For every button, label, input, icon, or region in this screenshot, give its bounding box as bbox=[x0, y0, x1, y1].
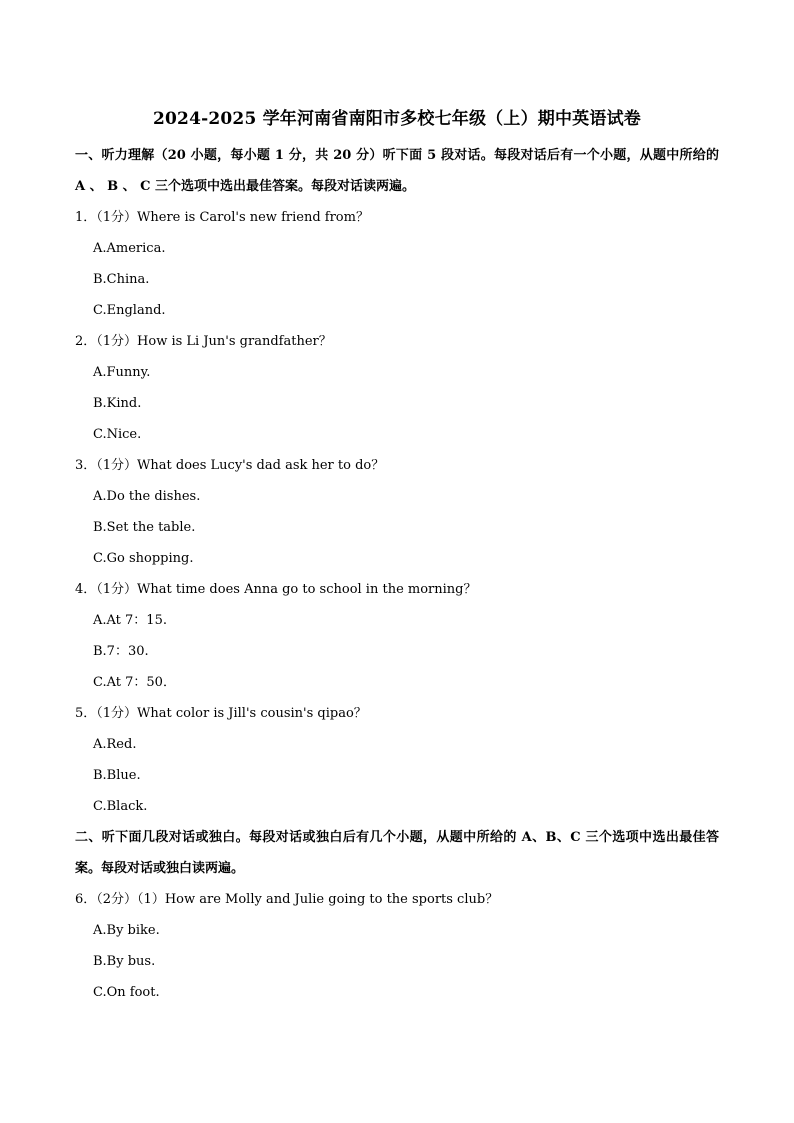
question-stem: 1．（1分）Where is Carol's new friend from？ bbox=[75, 210, 369, 225]
exam-title: 2024-2025 学年河南省南阳市多校七年级（上）期中英语试卷 bbox=[152, 109, 641, 129]
question-option: C.Nice. bbox=[93, 427, 142, 442]
question-option: C.On foot. bbox=[93, 985, 160, 1000]
question-block bbox=[75, 884, 719, 1008]
question-option: B.Kind. bbox=[93, 396, 142, 411]
question-option: A.Do the dishes. bbox=[93, 489, 201, 504]
question-option: A.By bike. bbox=[93, 923, 160, 938]
question-option: A.At 7：15. bbox=[93, 613, 167, 628]
question-option: A.Funny. bbox=[93, 365, 151, 380]
question-block bbox=[75, 450, 719, 574]
question-option: C.Black. bbox=[93, 799, 148, 814]
question-stem: 6．（2分）（1）How are Molly and Julie going to the sports club？ bbox=[75, 892, 499, 907]
question-option: B.By bus. bbox=[93, 954, 156, 969]
question-option: C.England. bbox=[93, 303, 166, 318]
question-block bbox=[75, 698, 719, 822]
question-stem: 3．（1分）What does Lucy's dad ask her to do？ bbox=[75, 458, 385, 473]
question-stem: 5．（1分）What color is Jill's cousin's qipao？ bbox=[75, 706, 367, 721]
question-option: C.At 7：50． bbox=[93, 675, 176, 690]
exam-content bbox=[75, 140, 719, 1008]
question-option: A.America. bbox=[93, 241, 166, 256]
question-option: B.Set the table. bbox=[93, 520, 196, 535]
section-heading-dialogues: 二、听下面几段对话或独白。每段对话或独白后有几个小题，从题中所给的 A、B、C 三个选项中选出最佳答案。每段对话或独白读两遍。 bbox=[75, 830, 719, 876]
question-option: C.Go shopping. bbox=[93, 551, 194, 566]
question-option: B.China. bbox=[93, 272, 150, 287]
question-option: B.Blue. bbox=[93, 768, 141, 783]
section-heading-listening: 一、听力理解（20 小题，每小题 1 分，共 20 分）听下面 5 段对话。每段对话后有一个小题，从题中所给的 A 、 B 、 C 三个选项中选出最佳答案。每段对话读两遍。 bbox=[75, 148, 719, 194]
question-block bbox=[75, 326, 719, 450]
question-block bbox=[75, 202, 719, 326]
question-block bbox=[75, 574, 719, 698]
question-option: B.7：30. bbox=[93, 644, 149, 659]
question-stem: 2．（1分）How is Li Jun's grandfather？ bbox=[75, 334, 332, 349]
question-stem: 4．（1分）What time does Anna go to school in the morning？ bbox=[75, 582, 477, 597]
question-option: A.Red. bbox=[93, 737, 137, 752]
